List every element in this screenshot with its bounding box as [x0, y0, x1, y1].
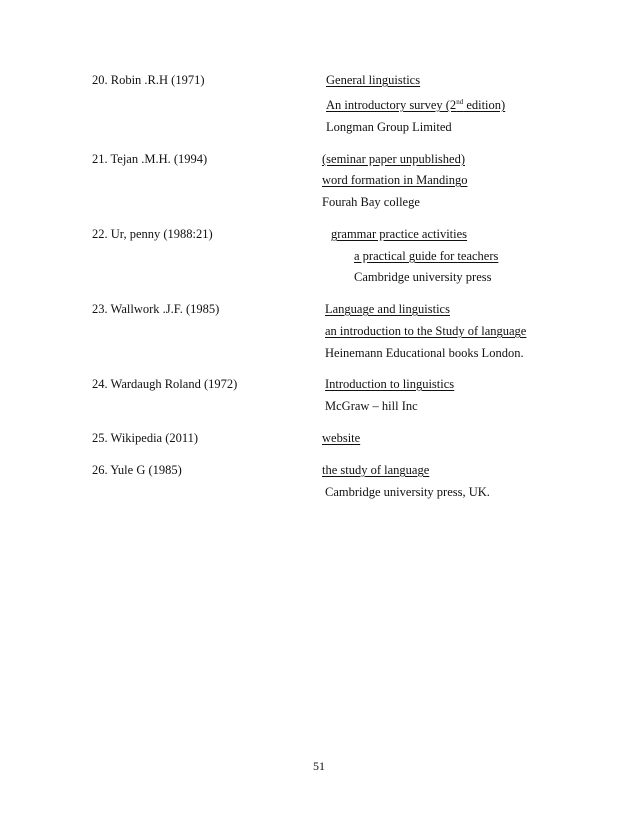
- reference-publisher: Longman Group Limited: [326, 120, 452, 134]
- reference-publisher: Cambridge university press, UK.: [325, 485, 490, 499]
- reference-subtitle: word formation in Mandingo: [322, 173, 468, 187]
- reference-publisher: Cambridge university press: [354, 270, 492, 284]
- reference-title: website: [322, 431, 361, 445]
- reference-subtitle: an introduction to the Study of language: [325, 324, 527, 338]
- reference-publisher: Heinemann Educational books London.: [325, 346, 524, 360]
- reference-author: 21. Tejan .M.H. (1994): [92, 152, 208, 166]
- reference-author: 20. Robin .R.H (1971): [92, 73, 205, 87]
- reference-title: (seminar paper unpublished): [322, 152, 466, 166]
- reference-publisher: Fourah Bay college: [322, 195, 420, 209]
- reference-title: General linguistics: [326, 73, 421, 87]
- reference-author: 25. Wikipedia (2011): [92, 431, 199, 445]
- reference-subtitle: a practical guide for teachers: [354, 249, 499, 263]
- reference-title: Introduction to linguistics: [325, 377, 455, 391]
- reference-author: 23. Wallwork .J.F. (1985): [92, 302, 220, 316]
- reference-author: 24. Wardaugh Roland (1972): [92, 377, 238, 391]
- reference-subtitle-text: An introductory survey (2: [326, 98, 457, 112]
- reference-author: 22. Ur, penny (1988:21): [92, 227, 213, 241]
- page-number: 51: [313, 759, 325, 773]
- reference-title: Language and linguistics: [325, 302, 450, 316]
- reference-title: the study of language: [322, 463, 430, 477]
- reference-publisher: McGraw – hill Inc: [325, 399, 418, 413]
- edition-superscript: nd: [456, 98, 464, 106]
- reference-subtitle: [326, 97, 505, 113]
- reference-subtitle-rest: edition): [463, 98, 506, 112]
- reference-author: 26. Yule G (1985): [92, 463, 182, 477]
- reference-title: grammar practice activities: [331, 227, 468, 241]
